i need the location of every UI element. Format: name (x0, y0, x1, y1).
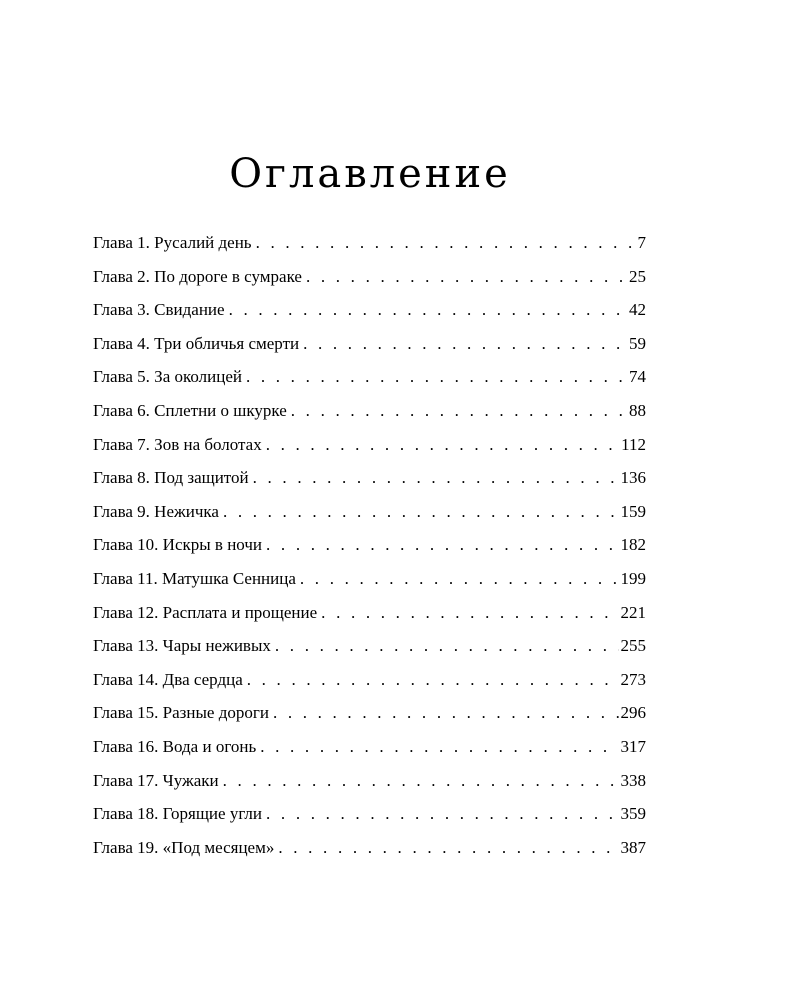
toc-entry-label: Глава 11. Матушка Сенница (93, 568, 296, 588)
toc-entry-label: Глава 4. Три обличья смерти (93, 333, 300, 353)
toc-dot-leader (275, 629, 619, 663)
toc-entry-label: Глава 9. Нежичка (93, 501, 219, 521)
toc-entry (93, 831, 646, 865)
toc-entry-label: Глава 7. Зов на болотах (93, 434, 262, 454)
toc-entry (93, 629, 646, 663)
toc-entry (93, 663, 646, 697)
toc-entry-label: Глава 12. Расплата и прощение (93, 602, 318, 622)
toc-entry-page-number: 359 (620, 804, 646, 824)
toc-entry-page-number: 296 (620, 703, 646, 723)
toc-dot-leader (273, 696, 619, 730)
toc-entry-label: Глава 8. Под защитой (93, 468, 249, 488)
toc-entry (93, 596, 646, 630)
toc-entry-page-number: 273 (620, 669, 646, 689)
toc-entry (93, 528, 646, 562)
toc-entry-page-number: 317 (620, 736, 646, 756)
toc-entry-page-number: 25 (629, 266, 646, 286)
toc-entry-page-number: 7 (637, 233, 646, 252)
toc-entry-label: Глава 5. За околицей (93, 367, 242, 387)
toc-entry (93, 562, 646, 596)
toc-entry-label: Глава 19. «Под месяцем» (93, 837, 275, 857)
toc-dot-leader (247, 663, 619, 697)
toc-dot-leader (223, 495, 619, 529)
toc-entry (93, 327, 646, 361)
toc-dot-leader (253, 461, 619, 495)
toc-entry (93, 797, 646, 831)
toc-dot-leader (278, 831, 618, 865)
table-of-contents (93, 226, 646, 864)
toc-entry-page-number: 199 (620, 568, 646, 588)
toc-entry-page-number: 159 (620, 501, 646, 521)
toc-dot-leader (229, 293, 627, 327)
toc-dot-leader (266, 528, 618, 562)
toc-dot-leader (321, 596, 618, 630)
toc-dot-leader (246, 360, 627, 394)
toc-entry-label: Глава 13. Чары неживых (93, 636, 271, 656)
toc-entry-label: Глава 16. Вода и огонь (93, 736, 257, 756)
toc-entry-page-number: 221 (620, 602, 646, 622)
toc-entry-label: Глава 18. Горящие угли (93, 804, 263, 824)
toc-entry (93, 495, 646, 529)
toc-dot-leader (256, 226, 636, 260)
toc-entry-page-number: 42 (629, 300, 646, 320)
toc-entry-label: Глава 15. Разные дороги (93, 703, 269, 723)
toc-entry (93, 226, 646, 260)
toc-entry (93, 360, 646, 394)
toc-dot-leader (266, 797, 618, 831)
toc-entry (93, 764, 646, 798)
toc-entry-page-number: 182 (620, 535, 646, 555)
toc-entry (93, 293, 646, 327)
toc-entry-page-number: 59 (629, 333, 646, 353)
toc-dot-leader (223, 764, 619, 798)
toc-entry-page-number: 136 (620, 468, 646, 488)
toc-entry (93, 260, 646, 294)
toc-dot-leader (303, 327, 627, 361)
toc-entry-page-number: 88 (629, 400, 646, 420)
toc-entry-label: Глава 3. Свидание (93, 300, 225, 320)
toc-entry-label: Глава 1. Русалий день (93, 233, 252, 252)
toc-entry-page-number: 74 (629, 367, 646, 387)
toc-entry-label: Глава 2. По дороге в сумраке (93, 266, 302, 286)
toc-dot-leader (306, 260, 627, 294)
toc-dot-leader (291, 394, 627, 428)
toc-entry (93, 696, 646, 730)
toc-entry-page-number: 112 (621, 434, 646, 454)
toc-entry-page-number: 387 (620, 837, 646, 857)
toc-entry-label: Глава 17. Чужаки (93, 770, 219, 790)
toc-entry (93, 394, 646, 428)
toc-entry-label: Глава 6. Сплетни о шкурке (93, 400, 287, 420)
toc-entry-page-number: 255 (620, 636, 646, 656)
toc-dot-leader (260, 730, 618, 764)
toc-dot-leader (300, 562, 619, 596)
toc-dot-leader (266, 428, 619, 462)
toc-entry (93, 428, 646, 462)
toc-entry-page-number: 338 (620, 770, 646, 790)
page-title: Оглавление (229, 151, 511, 197)
toc-entry-label: Глава 10. Искры в ночи (93, 535, 263, 555)
toc-entry (93, 730, 646, 764)
toc-entry-label: Глава 14. Два сердца (93, 669, 243, 689)
toc-entry (93, 461, 646, 495)
